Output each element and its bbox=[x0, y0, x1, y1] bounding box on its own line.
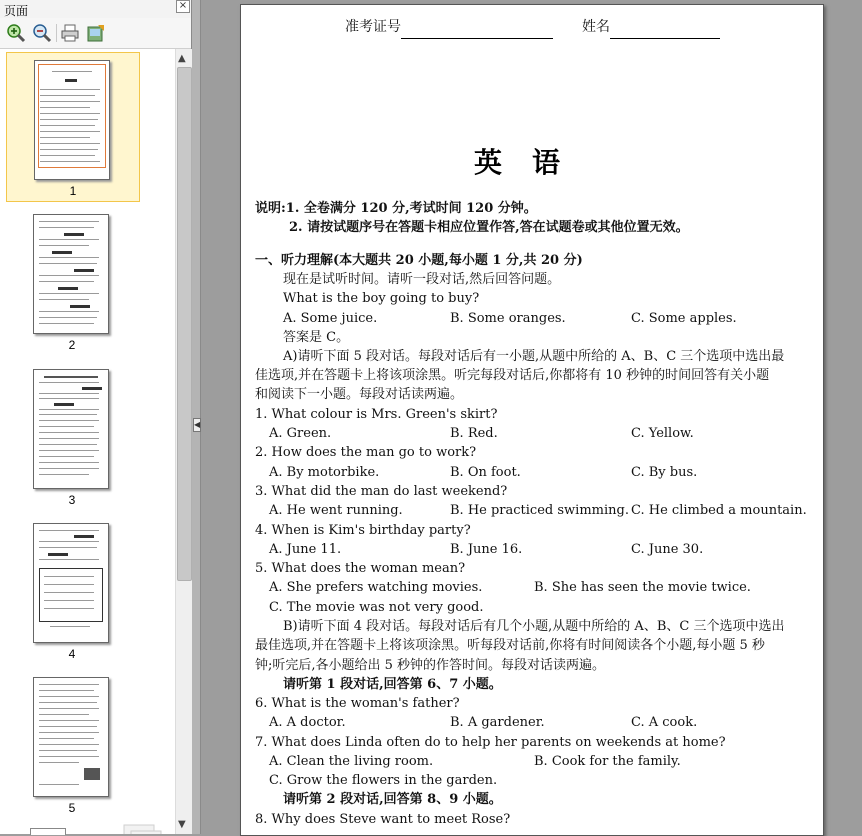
close-panel-button[interactable]: × bbox=[176, 0, 190, 13]
exam-id-blank bbox=[401, 38, 553, 39]
exam-id-label: 准考证号 bbox=[345, 19, 401, 35]
example-answer: 答案是 C。 bbox=[283, 330, 350, 345]
thumbnail-image bbox=[33, 523, 109, 643]
paper-title: 英语 bbox=[473, 146, 590, 179]
question-7: 7. What does Linda often do to help her parents on weekends at home? bbox=[255, 735, 726, 750]
page-number: 4 bbox=[68, 647, 76, 661]
page-thumbnail[interactable] bbox=[6, 670, 138, 818]
thumbnail-picture bbox=[84, 768, 100, 780]
panel-splitter[interactable] bbox=[192, 0, 201, 834]
option: C. A cook. bbox=[631, 715, 698, 730]
page-number: 3 bbox=[68, 493, 76, 507]
scroll-down-icon[interactable]: ▼ bbox=[178, 819, 186, 830]
option: B. He practiced swimming. bbox=[450, 503, 629, 518]
name-blank bbox=[610, 38, 720, 39]
page-thumbnails bbox=[0, 49, 175, 834]
thumbnail-image bbox=[33, 214, 109, 334]
thumbnail-image bbox=[34, 60, 110, 180]
option: C. By bus. bbox=[631, 465, 698, 480]
question-4: 4. When is Kim's birthday party? bbox=[255, 523, 471, 538]
option: B. Some oranges. bbox=[450, 311, 566, 326]
page-thumbnail[interactable] bbox=[6, 52, 140, 202]
option: A. By motorbike. bbox=[269, 465, 380, 480]
thumbnail-image bbox=[33, 369, 109, 489]
page-thumbnail[interactable] bbox=[6, 362, 138, 510]
part-a-text: 和阅读下一小题。每段对话读两遍。 bbox=[255, 387, 464, 402]
segment-2-heading: 请听第 2 段对话,回答第 8、9 小题。 bbox=[283, 792, 502, 807]
option: A. He went running. bbox=[269, 503, 403, 518]
document-page bbox=[240, 4, 824, 836]
option: C. June 30. bbox=[631, 542, 704, 557]
page-number: 2 bbox=[68, 338, 76, 352]
option: A. Clean the living room. bbox=[269, 754, 434, 769]
question-8: 8. Why does Steve want to meet Rose? bbox=[255, 812, 511, 827]
option: C. The movie was not very good. bbox=[269, 600, 484, 615]
scroll-up-icon[interactable]: ▲ bbox=[178, 53, 186, 64]
instruction-1: 说明:1. 全卷满分 120 分,考试时间 120 分钟。 bbox=[255, 201, 537, 216]
part-b-text: B)请听下面 4 段对话。每段对话后有几个小题,从题中所给的 A、B、C 三个选项中选出 bbox=[283, 619, 785, 634]
option: C. He climbed a mountain. bbox=[631, 503, 807, 518]
segment-1-heading: 请听第 1 段对话,回答第 6、7 小题。 bbox=[283, 677, 502, 692]
pages-panel bbox=[0, 0, 192, 834]
scrollbar-thumb[interactable] bbox=[177, 67, 192, 581]
option: B. She has seen the movie twice. bbox=[534, 580, 751, 595]
intro-text: 现在是试听时间。请听一段对话,然后回答问题。 bbox=[283, 272, 561, 287]
option: A. She prefers watching movies. bbox=[269, 580, 483, 595]
toolbar-separator bbox=[56, 24, 57, 42]
part-b-text: 钟;听完后,各小题给出 5 秒钟的作答时间。每段对话读两遍。 bbox=[255, 658, 606, 673]
option: B. Red. bbox=[450, 426, 498, 441]
print-icon[interactable] bbox=[60, 23, 80, 43]
example-question: What is the boy going to buy? bbox=[283, 291, 480, 306]
page-number: 5 bbox=[68, 801, 76, 815]
thumbnail-image bbox=[33, 677, 109, 797]
option: B. June 16. bbox=[450, 542, 523, 557]
thumbnail-scrollbar[interactable] bbox=[175, 49, 192, 834]
export-icon[interactable] bbox=[86, 23, 106, 43]
option: B. Cook for the family. bbox=[534, 754, 681, 769]
question-3: 3. What did the man do last weekend? bbox=[255, 484, 508, 499]
part-a-text: 佳选项,并在答题卡上将该项涂黑。听完每段对话后,你都将有 10 秒钟的时间回答有关小题 bbox=[255, 368, 770, 383]
option: A. Some juice. bbox=[283, 311, 378, 326]
question-6: 6. What is the woman's father? bbox=[255, 696, 460, 711]
option: A. Green. bbox=[269, 426, 332, 441]
instruction-2: 2. 请按试题序号在答题卡相应位置作答,答在试题卷或其他位置无效。 bbox=[289, 220, 689, 235]
page-thumbnail[interactable] bbox=[6, 207, 138, 355]
page-thumbnail[interactable] bbox=[6, 516, 138, 664]
question-1: 1. What colour is Mrs. Green's skirt? bbox=[255, 407, 498, 422]
option: C. Yellow. bbox=[631, 426, 694, 441]
question-5: 5. What does the woman mean? bbox=[255, 561, 466, 576]
zoom-out-icon[interactable] bbox=[32, 23, 52, 43]
zoom-in-icon[interactable] bbox=[6, 23, 26, 43]
section-heading: 一、听力理解(本大题共 20 小题,每小题 1 分,共 20 分) bbox=[255, 253, 583, 268]
option: C. Some apples. bbox=[631, 311, 737, 326]
option: B. A gardener. bbox=[450, 715, 545, 730]
panel-toolbar bbox=[0, 18, 191, 49]
option: A. June 11. bbox=[269, 542, 342, 557]
option: B. On foot. bbox=[450, 465, 521, 480]
panel-title: 页面 bbox=[4, 4, 29, 18]
part-b-text: 最佳选项,并在答题卡上将该项涂黑。听每段对话前,你将有时间阅读各个小题,每小题 5 秒 bbox=[255, 638, 765, 653]
page-number: 1 bbox=[69, 184, 77, 198]
part-a-text: A)请听下面 5 段对话。每段对话后有一小题,从题中所给的 A、B、C 三个选项中选出最 bbox=[283, 349, 785, 364]
option: C. Grow the flowers in the garden. bbox=[269, 773, 498, 788]
pages-watermark-icon bbox=[122, 823, 172, 834]
option: A. A doctor. bbox=[269, 715, 346, 730]
question-2: 2. How does the man go to work? bbox=[255, 445, 477, 460]
name-label: 姓名 bbox=[582, 19, 610, 35]
collapse-arrow-icon[interactable]: ◀ bbox=[193, 418, 201, 432]
